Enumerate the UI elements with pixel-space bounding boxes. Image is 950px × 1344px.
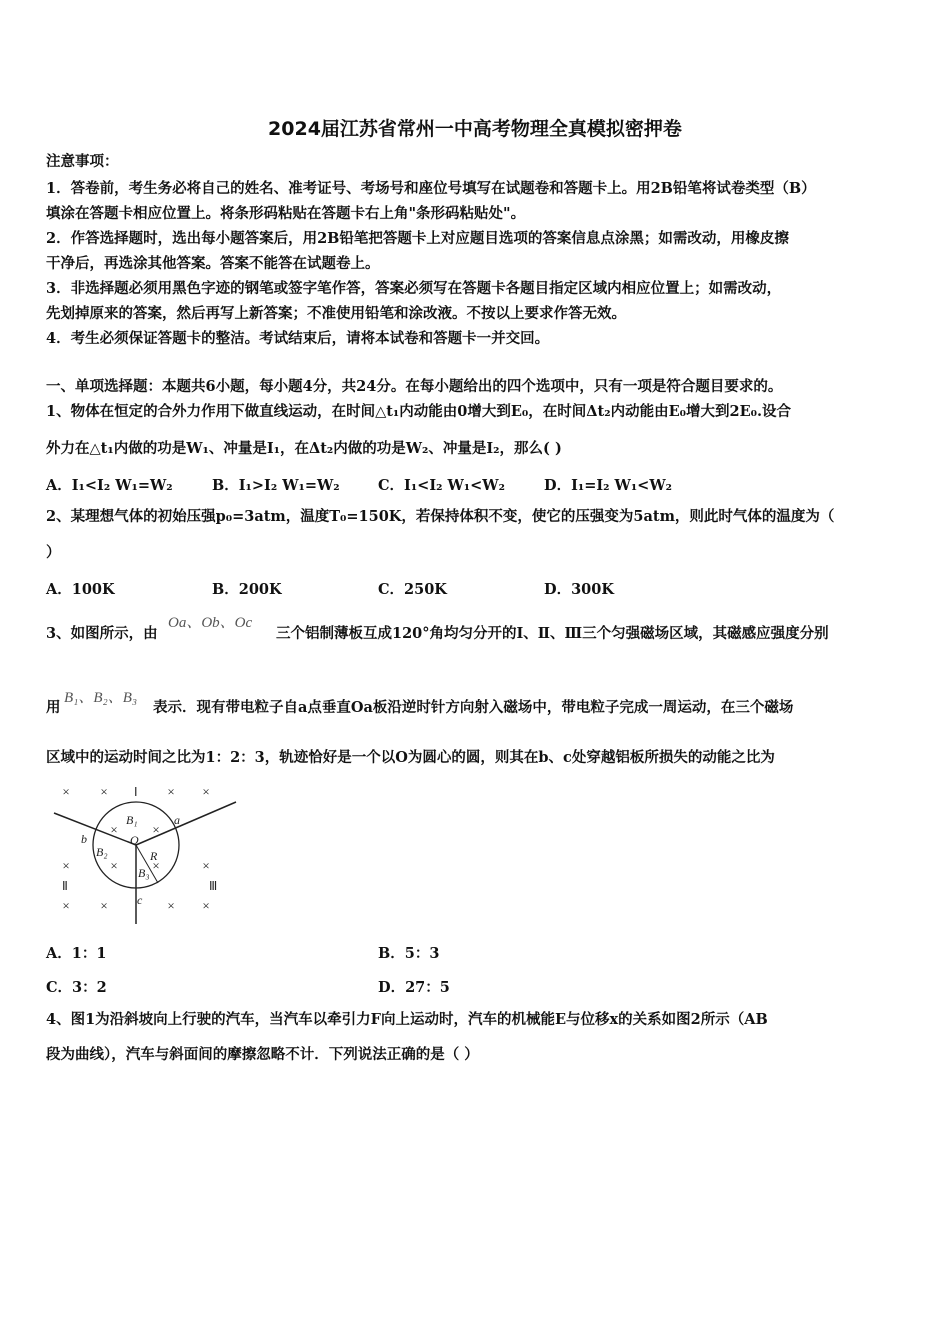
cross-mark: × xyxy=(62,898,70,913)
page-title: 2024届江苏省常州一中高考物理全真模拟密押卷 xyxy=(268,118,682,140)
q3-option-d: D．27：5 xyxy=(378,979,450,996)
notice-line: 2．作答选择题时，选出每小题答案后，用2B铅笔把答题卡上对应题目选项的答案信息点涂黑；如需改动，用橡皮擦 xyxy=(46,230,789,247)
label-point-c: c xyxy=(137,893,143,907)
label-point-b: b xyxy=(81,832,87,846)
cross-mark: × xyxy=(202,898,210,913)
cross-mark: × xyxy=(167,784,175,799)
q3-stem-line2-start: 用 xyxy=(46,699,61,716)
cross-mark: × xyxy=(110,858,118,873)
cross-mark: × xyxy=(152,822,160,837)
q4-stem-line2: 段为曲线），汽车与斜面间的摩擦忽略不计．下列说法正确的是（ ） xyxy=(46,1046,479,1063)
cross-mark: × xyxy=(110,822,118,837)
q3-option-b: B．5：3 xyxy=(378,945,440,962)
cross-mark: × xyxy=(62,858,70,873)
q4-stem-line1: 4、图1为沿斜坡向上行驶的汽车，当汽车以牵引力F向上运动时，汽车的机械能E与位移x的关系如图2所示（AB xyxy=(46,1011,768,1028)
q2-option-d: D．300K xyxy=(544,581,614,598)
q2-option-a: A．100K xyxy=(46,581,115,598)
q3-stem-line1-end: 三个铝制薄板互成120°角均匀分开的Ⅰ、Ⅱ、Ⅲ三个匀强磁场区域，其磁感应强度分别 xyxy=(276,625,829,642)
plate-ob xyxy=(54,813,136,845)
q3-fields-formula: B₁、B₂、B₃ xyxy=(64,690,138,706)
q3-stem-line1-start: 3、如图所示，由 xyxy=(46,625,158,642)
q1-option-a: A．I₁<I₂ W₁=W₂ xyxy=(46,477,173,494)
cross-mark: × xyxy=(202,784,210,799)
label-point-a: a xyxy=(174,813,180,827)
label-field-b3: B₃ xyxy=(138,866,150,880)
notice-line: 3．非选择题必须用黑色字迹的钢笔或签字笔作答，答案必须写在答题卡各题目指定区域内相应位置上；如需改动， xyxy=(46,280,782,297)
cross-mark: × xyxy=(100,898,108,913)
label-region-3: Ⅲ xyxy=(209,879,218,893)
q2-option-b: B．200K xyxy=(212,581,282,598)
cross-mark: × xyxy=(202,858,210,873)
label-radius-r: R xyxy=(150,849,158,863)
label-region-1: Ⅰ xyxy=(134,785,138,799)
cross-mark: × xyxy=(100,784,108,799)
notice-line: 干净后，再选涂其他答案。答案不能答在试题卷上。 xyxy=(46,255,380,272)
q1-option-b: B．I₁>I₂ W₁=W₂ xyxy=(212,477,340,494)
q3-magnetic-field-figure xyxy=(46,778,246,926)
q1-stem-line2: 外力在△t₁内做的功是W₁、冲量是I₁，在Δt₂内做的功是W₂、冲量是I₂，那么( ) xyxy=(46,440,562,457)
cross-mark: × xyxy=(62,784,70,799)
q3-stem-line2-end: 表示．现有带电粒子自a点垂直Oa板沿逆时针方向射入磁场中，带电粒子完成一周运动，在三个磁场 xyxy=(153,699,794,716)
label-field-b1: B₁ xyxy=(126,813,138,827)
q1-stem-line1: 1、物体在恒定的合外力作用下做直线运动，在时间△t₁内动能由0增大到E₀，在时间Δt₂内动能由E₀增大到2E₀.设合 xyxy=(46,403,792,420)
q3-option-c: C．3：2 xyxy=(46,979,107,996)
q2-option-c: C．250K xyxy=(378,581,447,598)
notice-line: 先划掉原来的答案，然后再写上新答案；不准使用铅笔和涂改液。不按以上要求作答无效。 xyxy=(46,305,626,322)
q3-plates-formula: Oa、Ob、Oc xyxy=(168,615,253,631)
cross-mark: × xyxy=(152,858,160,873)
label-region-2: Ⅱ xyxy=(62,879,68,893)
label-origin-o: O xyxy=(130,833,139,847)
cross-mark: × xyxy=(167,898,175,913)
plate-oa xyxy=(136,802,236,845)
notice-line: 1．答卷前，考生务必将自己的姓名、准考证号、考场号和座位号填写在试题卷和答题卡上。用2B铅笔将试卷类型（B） xyxy=(46,180,816,197)
q2-stem-line2: ） xyxy=(46,544,61,561)
q3-stem-line3: 区域中的运动时间之比为1：2：3，轨迹恰好是一个以O为圆心的圆，则其在b、c处穿越铝板所损失的动能之比为 xyxy=(46,749,775,766)
q2-stem-line1: 2、某理想气体的初始压强p₀=3atm，温度T₀=150K，若保持体积不变，使它的压强变为5atm，则此时气体的温度为（ xyxy=(46,508,835,525)
notice-line: 4．考生必须保证答题卡的整洁。考试结束后，请将本试卷和答题卡一并交回。 xyxy=(46,330,550,347)
q1-option-c: C．I₁<I₂ W₁<W₂ xyxy=(378,477,505,494)
q3-option-a: A．1：1 xyxy=(46,945,107,962)
notice-heading: 注意事项： xyxy=(46,153,119,170)
section-heading: 一、单项选择题：本题共6小题，每小题4分，共24分。在每小题给出的四个选项中，只有一项是符合题目要求的。 xyxy=(46,378,783,395)
label-field-b2: B₂ xyxy=(96,845,108,859)
notice-line: 填涂在答题卡相应位置上。将条形码粘贴在答题卡右上角"条形码粘贴处"。 xyxy=(46,205,526,222)
q1-option-d: D．I₁=I₂ W₁<W₂ xyxy=(544,477,672,494)
